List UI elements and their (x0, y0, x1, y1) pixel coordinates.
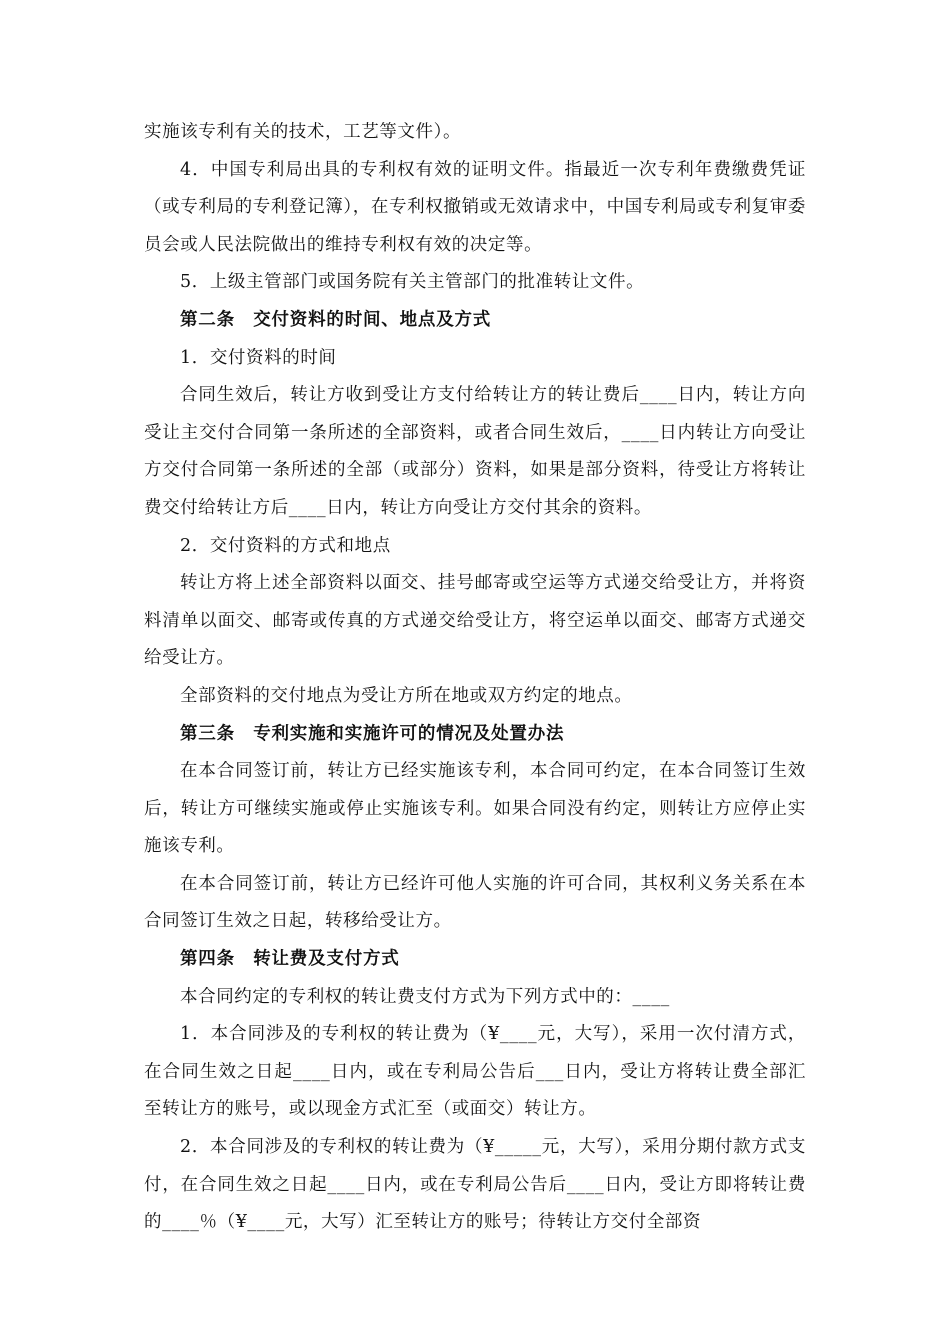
paragraph-payment-installments: 2．本合同涉及的专利权的转让费为（¥_____元，大写），采用分期付款方式支付，在合同生效之日起____日内，或在专利局公告后____日内，受让方即将转让费的____％（¥____元，大写）汇至转让方的账号；待转让方交付全部资 (144, 1137, 806, 1233)
paragraph-delivery-time: 合同生效后，转让方收到受让方支付给转让方的转让费后____日内，转让方向受让主交付合同第一条所述的全部资料，或者合同生效后，____日内转让方向受让方交付合同第一条所述的全部（或部分）资料，如果是部分资料，待受让方将转让费交付给转让方后____日内，转让方向受让方交付其余的资料。 (144, 385, 806, 518)
document-page (0, 114, 950, 1242)
paragraph-item-4: 4．中国专利局出具的专利权有效的证明文件。指最近一次专利年费缴费凭证（或专利局的专利登记簿），在专利权撤销或无效请求中，中国专利局或专利复审委员会或人民法院做出的维持专利权有效的决定等。 (144, 159, 806, 255)
paragraph-prior-license: 在本合同签订前，转让方已经许可他人实施的许可合同，其权利义务关系在本合同签订生效之日起，转移给受让方。 (144, 873, 806, 932)
paragraph-tech-docs: 实施该专利有关的技术，工艺等文件）。 (144, 122, 462, 142)
paragraph-delivery-method-title: 2．交付资料的方式和地点 (180, 535, 391, 556)
article-3-heading: 第三条 专利实施和实施许可的情况及处置办法 (180, 723, 565, 744)
paragraph-payment-choice: 本合同约定的专利权的转让费支付方式为下列方式中的：____ (180, 986, 670, 1007)
article-2-heading: 第二条 交付资料的时间、地点及方式 (180, 309, 492, 330)
paragraph-payment-lump-sum: 1．本合同涉及的专利权的转让费为（¥____元，大写），采用一次付清方式，在合同生效之日起____日内，或在专利局公告后___日内，受让方将转让费全部汇至转让方的账号，或以现金方式汇至（或面交）转让方。 (144, 1024, 806, 1120)
paragraph-prior-implementation: 在本合同签订前，转让方已经实施该专利，本合同可约定，在本合同签订生效后，转让方可继续实施或停止实施该专利。如果合同没有约定，则转让方应停止实施该专利。 (144, 761, 806, 857)
paragraph-delivery-place: 全部资料的交付地点为受让方所在地或双方约定的地点。 (180, 685, 633, 706)
paragraph-delivery-time-title: 1．交付资料的时间 (180, 347, 337, 368)
article-4-heading: 第四条 转让费及支付方式 (180, 949, 400, 970)
paragraph-item-5: 5．上级主管部门或国务院有关主管部门的批准转让文件。 (180, 272, 645, 293)
paragraph-delivery-method: 转让方将上述全部资料以面交、挂号邮寄或空运等方式递交给受让方，并将资料清单以面交、邮寄或传真的方式递交给受让方，将空运单以面交、邮寄方式递交给受让方。 (144, 573, 806, 669)
